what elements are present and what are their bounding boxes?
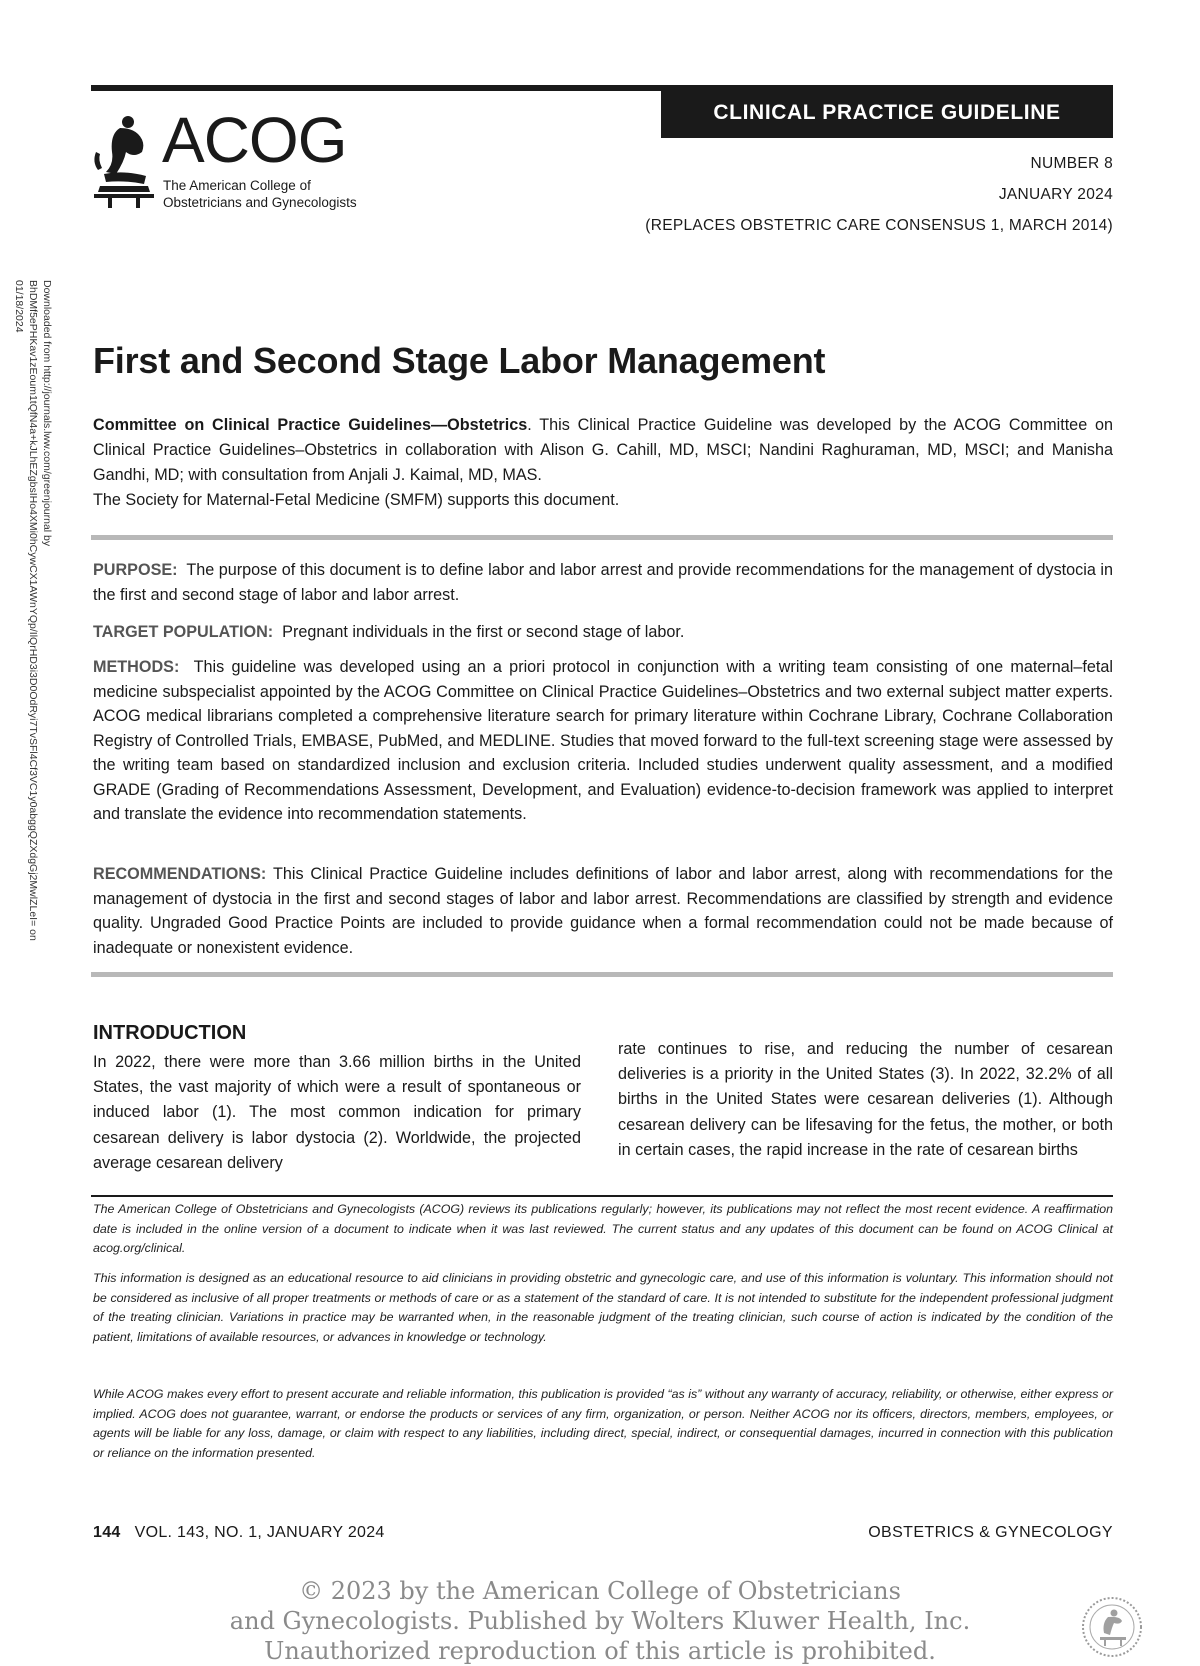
- page-footer-left: [93, 1524, 385, 1542]
- volume-info: VOL. 143, NO. 1, JANUARY 2024: [134, 1524, 385, 1541]
- replaces-note: (REPLACES OBSTETRIC CARE CONSENSUS 1, MARCH 2014): [645, 217, 1113, 234]
- download-watermark-strip: Downloaded from http://journals.lww.com/greenjournal by BhDMf5ePHKav1zEoum1tQfN4a+kJLhEZgbsIHo4XMi0hCywCX1AWnYQp/IlQrHD3i3D0OdRyi7TvSFl4Cf3VC1y0abggQZXdgGj2MwlZLeI= on 01/18/2024: [13, 280, 53, 941]
- footnote-review: The American College of Obstetricians and Gynecologists (ACOG) reviews its publications regularly; however, its publications may not reflect the most recent evidence. A reaffirmation date is included in the online version of a document to indicate when it was last reviewed. The current status and any updates of this document can be found on ACOG Clinical at acog.org/clinical.: [93, 1202, 1113, 1255]
- guideline-number: NUMBER 8: [1030, 155, 1113, 172]
- acog-seal-icon: [1080, 1595, 1144, 1659]
- committee-credit: [93, 413, 1113, 513]
- footnote-educational: This information is designed as an educational resource to aid clinicians in providing obstetric and gynecologic care, and use of this information is voluntary. This information should not be considered as inclusive of all proper treatments or methods of care or as a statement of the standard of care. It is not intended to substitute for the independent professional judgment of the treating clinician. Variations in practice may be warranted when, in the reasonable judgment of the treating clinician, such course of action is indicated by the condition of the patient, limitations of available resources, or advances in knowledge or technology.: [93, 1271, 1113, 1344]
- introduction-left-column: In 2022, there were more than 3.66 million births in the United States, the vast majority of which were a result of spontaneous or induced labor (1). The most common indication for primary cesarean delivery is labor dystocia (2). Worldwide, the projected average cesarean delivery: [93, 1053, 581, 1172]
- journal-name: OBSTETRICS & GYNECOLOGY: [868, 1524, 1113, 1541]
- smfm-support: The Society for Maternal-Fetal Medicine (SMFM) supports this document.: [93, 491, 620, 509]
- footnote-rule: [91, 1195, 1113, 1197]
- abstract-target-population: TARGET POPULATION: Pregnant individuals in the first or second stage of labor.: [93, 623, 685, 641]
- page-number: 144: [93, 1524, 121, 1541]
- abstract-recommendations: RECOMMENDATIONS: This Clinical Practice Guideline includes definitions of labor and labor arrest, along with recommendations for the management of dystocia in the first and second stages of labor and labor arrest. Recommendations are classified by strength and evidence quality. Ungraded Good Practice Points are included to provide guidance when a formal recommendation could not be made because of inadequate or nonexistent evidence.: [93, 865, 1113, 957]
- acog-logo-subtitle: The American College of Obstetricians and Gynecologists: [163, 178, 357, 210]
- introduction-heading: INTRODUCTION: [93, 1022, 247, 1044]
- footnote-disclaimer: While ACOG makes every effort to present accurate and reliable information, this publication is provided “as is” without any warranty of accuracy, reliability, or otherwise, either express or implied. ACOG does not guarantee, warrant, or endorse the products or services of any firm, organization, or person. Neither ACOG nor its officers, directors, members, employees, or agents will be liable for any loss, damage, or claim with respect to any liabilities, including direct, special, indirect, or consequential damages, incurred in connection with this publication or reliance on the information presented.: [93, 1387, 1113, 1460]
- abstract-methods: METHODS: This guideline was developed using an a priori protocol in conjunction with a writing team consisting of one maternal–fetal medicine subspecialist appointed by the ACOG Committee on Clinical Practice Guidelines–Obstetrics and two external subject matter experts. ACOG medical librarians completed a comprehensive literature search for primary literature within Cochrane Library, Cochrane Collaboration Registry of Controlled Trials, EMBASE, PubMed, and MEDLINE. Studies that moved forward to the full-text screening stage were assessed by the writing team based on standardized inclusion and exclusion criteria. Included studies underwent quality assessment, and a modified GRADE (Grading of Recommendations Assessment, Development, and Evaluation) evidence-to-decision framework was applied to interpret and translate the evidence into recommendation statements.: [93, 658, 1113, 823]
- committee-name: Committee on Clinical Practice Guidelines—Obstetrics: [93, 416, 528, 434]
- acog-figure-logo-icon: [90, 112, 158, 208]
- page-title: First and Second Stage Labor Management: [93, 340, 826, 381]
- acog-logo-text: ACOG: [162, 104, 347, 176]
- guideline-date: JANUARY 2024: [998, 186, 1113, 203]
- abstract-bottom-rule: [91, 972, 1113, 977]
- abstract-top-rule: [91, 535, 1113, 540]
- clinical-practice-guideline-badge: CLINICAL PRACTICE GUIDELINE: [661, 88, 1113, 138]
- committee-text: . This Clinical Practice Guideline was developed by the ACOG Committee on Clinical Practice Guidelines–Obstetrics in collaboration with Alison G. Cahill, MD, MSCI; Nandini Raghuraman, MD, MSCI; and Manisha Gandhi, MD; with consultation from Anjali J. Kaimal, MD, MAS.: [93, 416, 1113, 484]
- copyright-notice: © 2023 by the American College of Obstetricians and Gynecologists. Published by Wolters Kluwer Health, Inc. Unauthorized reproduction of this article is prohibited.: [229, 1577, 971, 1665]
- introduction-right-column: rate continues to rise, and reducing the number of cesarean deliveries is a priority in the United States (3). In 2022, 32.2% of all births in the United States were cesarean deliveries (1). Although cesarean delivery can be lifesaving for the fetus, the mother, or both in certain cases, the rapid increase in the rate of cesarean births: [618, 1040, 1113, 1159]
- abstract-purpose: PURPOSE: The purpose of this document is to define labor and labor arrest and provide recommendations for the management of dystocia in the first and second stage of labor and labor arrest.: [93, 561, 1113, 604]
